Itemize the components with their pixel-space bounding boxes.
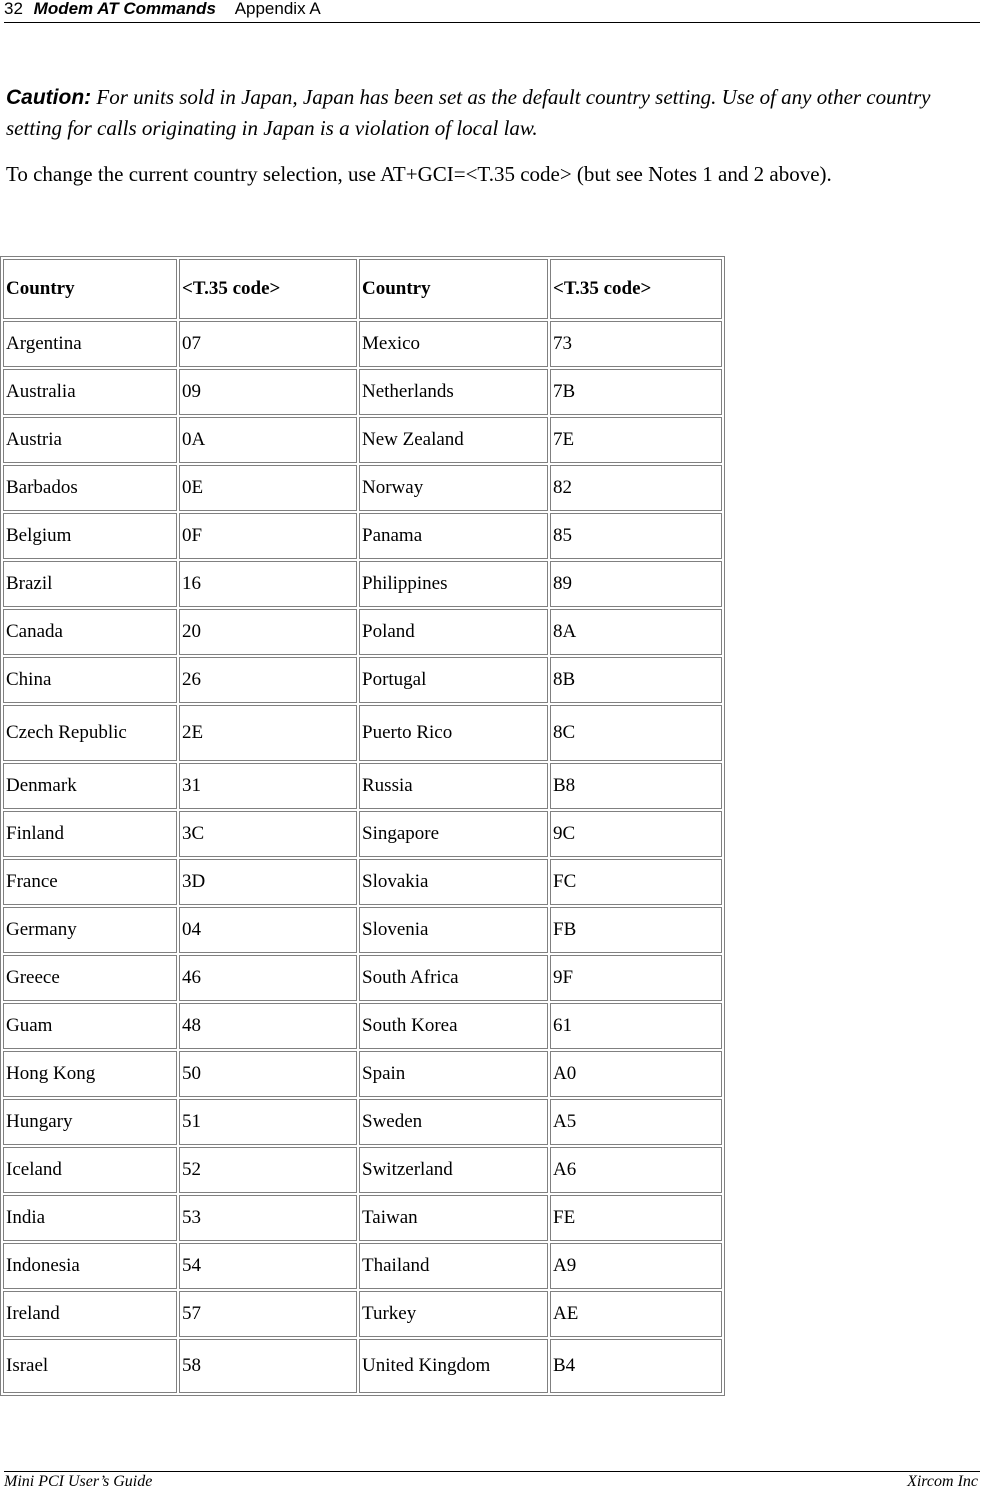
chapter-title: Modem AT Commands [33, 0, 216, 18]
country-cell: India [3, 1195, 177, 1241]
country-cell: Denmark [3, 763, 177, 809]
table-row [3, 1099, 722, 1145]
table-header-row [3, 259, 722, 319]
code-cell: A9 [550, 1243, 722, 1289]
code-cell: A0 [550, 1051, 722, 1097]
country-cell: Guam [3, 1003, 177, 1049]
table-row [3, 513, 722, 559]
country-cell: Spain [359, 1051, 548, 1097]
country-cell: Canada [3, 609, 177, 655]
country-cell: Ireland [3, 1291, 177, 1337]
country-cell: Austria [3, 417, 177, 463]
caution-label: Caution: [6, 86, 92, 109]
footer-company: Xircom Inc [907, 1473, 978, 1490]
table-row [3, 1147, 722, 1193]
table-row [3, 1291, 722, 1337]
code-cell: 0A [179, 417, 357, 463]
code-cell: FB [550, 907, 722, 953]
code-cell: 46 [179, 955, 357, 1001]
code-cell: 8C [550, 705, 722, 761]
table-row [3, 465, 722, 511]
code-cell: 8B [550, 657, 722, 703]
country-cell: Indonesia [3, 1243, 177, 1289]
country-cell: Germany [3, 907, 177, 953]
country-cell: Philippines [359, 561, 548, 607]
country-cell: Australia [3, 369, 177, 415]
code-cell: 85 [550, 513, 722, 559]
country-cell: Norway [359, 465, 548, 511]
country-cell: Argentina [3, 321, 177, 367]
country-cell: Finland [3, 811, 177, 857]
country-cell: Slovakia [359, 859, 548, 905]
code-cell: 53 [179, 1195, 357, 1241]
country-cell: United Kingdom [359, 1339, 548, 1393]
instruction-paragraph: To change the current country selection, use AT+GCI=<T.35 code> (but see Notes 1 and 2 above). [6, 162, 832, 186]
table-row [3, 1003, 722, 1049]
country-cell: Sweden [359, 1099, 548, 1145]
country-cell: Mexico [359, 321, 548, 367]
page-number: 32 [4, 0, 23, 18]
code-cell: 16 [179, 561, 357, 607]
table-row [3, 321, 722, 367]
country-cell: Barbados [3, 465, 177, 511]
page-header [4, 0, 980, 23]
code-cell: 09 [179, 369, 357, 415]
country-cell: New Zealand [359, 417, 548, 463]
code-cell: 04 [179, 907, 357, 953]
code-cell: 7E [550, 417, 722, 463]
table-body [3, 321, 722, 1393]
code-cell: 8A [550, 609, 722, 655]
table-row [3, 763, 722, 809]
table-row [3, 1243, 722, 1289]
country-cell: Iceland [3, 1147, 177, 1193]
code-cell: 51 [179, 1099, 357, 1145]
code-cell: 82 [550, 465, 722, 511]
code-cell: 54 [179, 1243, 357, 1289]
caution-note [6, 82, 966, 143]
code-cell: B8 [550, 763, 722, 809]
code-cell: 9C [550, 811, 722, 857]
country-cell: Singapore [359, 811, 548, 857]
code-cell: 58 [179, 1339, 357, 1393]
section-label: Appendix A [234, 0, 321, 18]
code-cell: 2E [179, 705, 357, 761]
code-cell: 61 [550, 1003, 722, 1049]
code-cell: 52 [179, 1147, 357, 1193]
code-cell: AE [550, 1291, 722, 1337]
country-cell: Panama [359, 513, 548, 559]
table-row [3, 561, 722, 607]
code-cell: 3C [179, 811, 357, 857]
code-cell: FE [550, 1195, 722, 1241]
code-cell: 48 [179, 1003, 357, 1049]
page-footer [4, 1471, 980, 1492]
table-row [3, 609, 722, 655]
table-row [3, 859, 722, 905]
country-cell: Hungary [3, 1099, 177, 1145]
country-cell: Israel [3, 1339, 177, 1393]
country-cell: Switzerland [359, 1147, 548, 1193]
code-cell: A5 [550, 1099, 722, 1145]
code-cell: FC [550, 859, 722, 905]
country-code-table [0, 256, 725, 1396]
table-row [3, 811, 722, 857]
table-row [3, 657, 722, 703]
table-row [3, 417, 722, 463]
country-cell: Puerto Rico [359, 705, 548, 761]
code-cell: 50 [179, 1051, 357, 1097]
table-row [3, 705, 722, 761]
code-cell: 0F [179, 513, 357, 559]
footer-guide-title: Mini PCI User’s Guide [4, 1473, 153, 1490]
table-row [3, 1051, 722, 1097]
country-cell: Hong Kong [3, 1051, 177, 1097]
column-header: <T.35 code> [550, 259, 722, 319]
country-cell: China [3, 657, 177, 703]
code-cell: A6 [550, 1147, 722, 1193]
country-cell: South Africa [359, 955, 548, 1001]
country-cell: Greece [3, 955, 177, 1001]
table-row [3, 955, 722, 1001]
country-cell: Poland [359, 609, 548, 655]
country-cell: Brazil [3, 561, 177, 607]
country-cell: South Korea [359, 1003, 548, 1049]
column-header: Country [3, 259, 177, 319]
code-cell: 57 [179, 1291, 357, 1337]
country-cell: Czech Republic [3, 705, 177, 761]
code-cell: 07 [179, 321, 357, 367]
country-cell: Taiwan [359, 1195, 548, 1241]
code-cell: 26 [179, 657, 357, 703]
code-cell: 31 [179, 763, 357, 809]
caution-text: For units sold in Japan, Japan has been set as the default country setting. Use of any other country setting for calls originating in Japan is a violation of local law. [6, 85, 931, 140]
country-cell: Turkey [359, 1291, 548, 1337]
code-cell: 89 [550, 561, 722, 607]
country-cell: Russia [359, 763, 548, 809]
column-header: <T.35 code> [179, 259, 357, 319]
table-row [3, 1195, 722, 1241]
code-cell: 7B [550, 369, 722, 415]
code-cell: 3D [179, 859, 357, 905]
country-cell: Belgium [3, 513, 177, 559]
country-cell: Netherlands [359, 369, 548, 415]
table-row [3, 1339, 722, 1393]
code-cell: 9F [550, 955, 722, 1001]
code-cell: B4 [550, 1339, 722, 1393]
column-header: Country [359, 259, 548, 319]
country-cell: Slovenia [359, 907, 548, 953]
country-cell: Portugal [359, 657, 548, 703]
country-cell: France [3, 859, 177, 905]
code-cell: 73 [550, 321, 722, 367]
table-row [3, 907, 722, 953]
code-cell: 20 [179, 609, 357, 655]
country-cell: Thailand [359, 1243, 548, 1289]
table-row [3, 369, 722, 415]
code-cell: 0E [179, 465, 357, 511]
